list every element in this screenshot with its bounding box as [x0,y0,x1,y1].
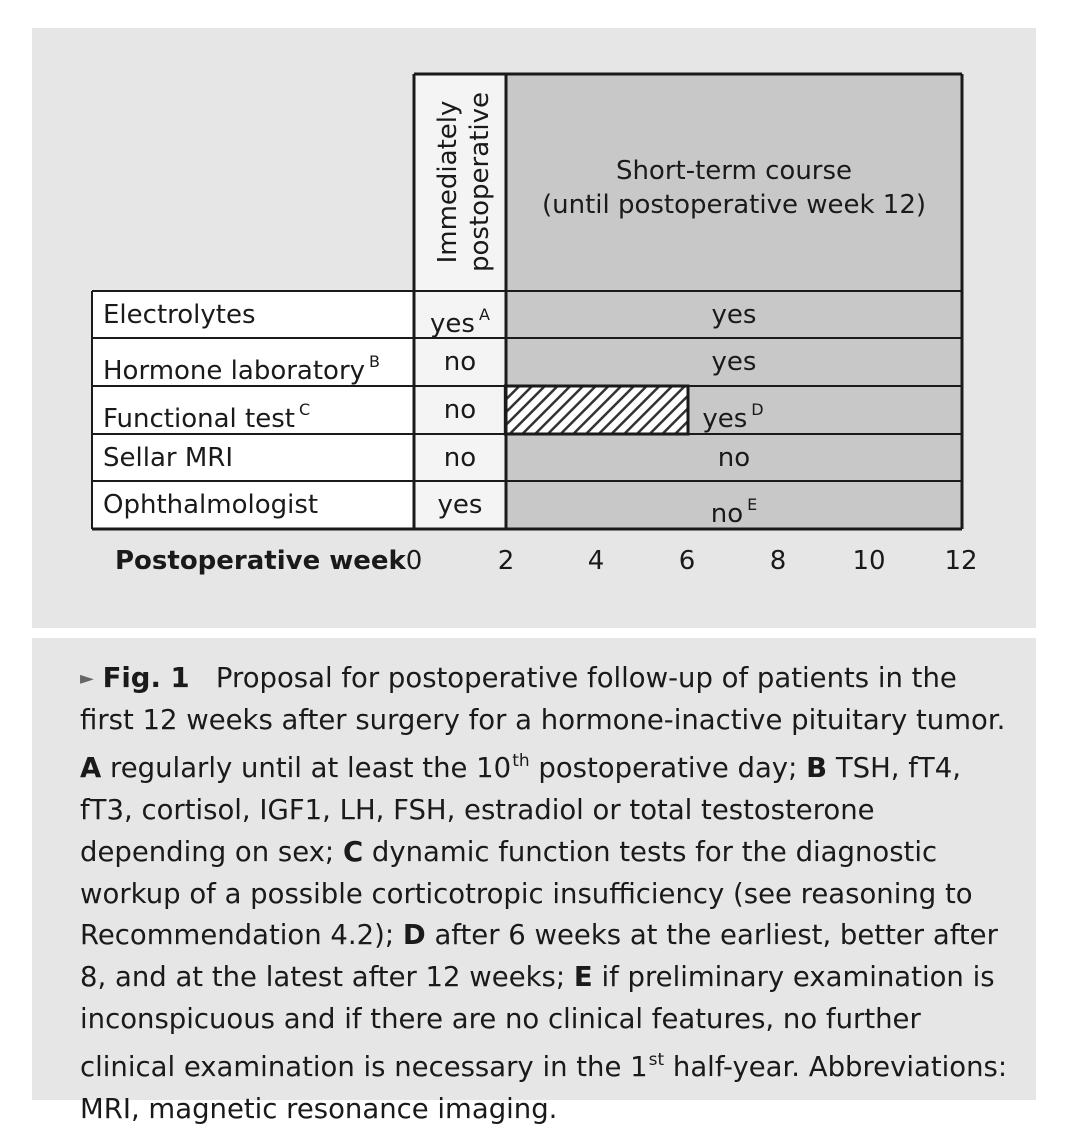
footnote-b-marker: B [369,352,381,371]
cell-ophthalmologist-immediate: yes [437,490,483,520]
caption-fig-label: Fig. 1 [102,662,190,694]
header-immediately-line1: Immediately [433,100,463,264]
axis-label: Postoperative week [115,546,406,576]
caption-key-b: B [806,752,828,785]
footnote-a-marker: A [478,305,490,324]
caption-text-b: TSH, fT4, fT3, cortisol, IGF1, LH, FSH, estradiol or total testosterone depending on sex; [80,752,961,868]
row-label-functional-test: Functional test $^C$ [103,400,311,434]
functional-test-window [505,386,688,434]
cell-hormone-immediate: no [443,347,477,377]
figure-caption [80,658,1010,1131]
caption-intro: Proposal for postoperative follow-up of patients in the first 12 weeks after surgery for a hormone-inactive pituitary tumor. [80,662,1006,736]
cell-ophthalmologist-short-term: no $^E$ [710,495,758,529]
cell-mri-short-term: no [717,443,751,473]
footnote-c-marker: C [298,400,311,419]
tick-12: 12 [944,546,978,576]
row-label-electrolytes: Electrolytes [103,300,256,330]
cell-functional-short-term: yes $^D$ [702,400,764,434]
tick-6: 6 [678,546,696,576]
tick-0: 0 [405,546,423,576]
caption-text-c: dynamic function tests for the diagnostic workup of a possible corticotropic insufficiency (see reasoning to Recommendation 4.2); [80,835,973,952]
tick-4: 4 [587,546,605,576]
caption-sup-th: th [512,751,530,772]
caption-key-c: C [342,835,364,868]
footnote-e-marker: E [747,495,758,514]
footnote-d-marker: D [751,400,764,419]
row-label-ophthalmologist: Ophthalmologist [103,490,319,520]
header-immediately-line2: postoperative [465,92,495,272]
cell-hormone-short-term: yes [711,347,757,377]
caption-arrow-icon: ► [80,668,94,689]
cell-electrolytes-short-term: yes [711,300,757,330]
caption-text-e-1: if preliminary examination is inconspicuous and if there are no clinical features, no further clinical examination is necessary in the 1 [80,960,995,1084]
caption-key-e: E [573,960,593,993]
caption-sup-st: st [648,1050,665,1071]
tick-10: 10 [852,546,886,576]
row-label-sellar-mri: Sellar MRI [103,443,233,473]
header-short-term-line2: (until postoperative week 12) [541,190,927,220]
header-short-term [506,154,962,222]
tick-2: 2 [497,546,515,576]
cell-mri-immediate: no [443,443,477,473]
header-short-term-line1: Short-term course [615,156,853,186]
row-label-hormone-laboratory: Hormone laboratory $^B$ [103,352,381,386]
tick-8: 8 [769,546,787,576]
cell-functional-immediate: no [443,395,477,425]
caption-text-d: after 6 weeks at the earliest, better after 8, and at the latest after 12 weeks; [80,919,998,993]
caption-key-d: D [402,919,426,952]
caption-text-a-1: regularly until at least the 10 [110,752,512,785]
caption-key-a: A [80,752,102,785]
cell-electrolytes-immediate: yes $^A$ [430,305,490,339]
caption-text-a-2: postoperative day; [538,752,798,785]
caption-text-e-2: half-year. Abbreviations: MRI, magnetic resonance imaging. [80,1051,1008,1126]
